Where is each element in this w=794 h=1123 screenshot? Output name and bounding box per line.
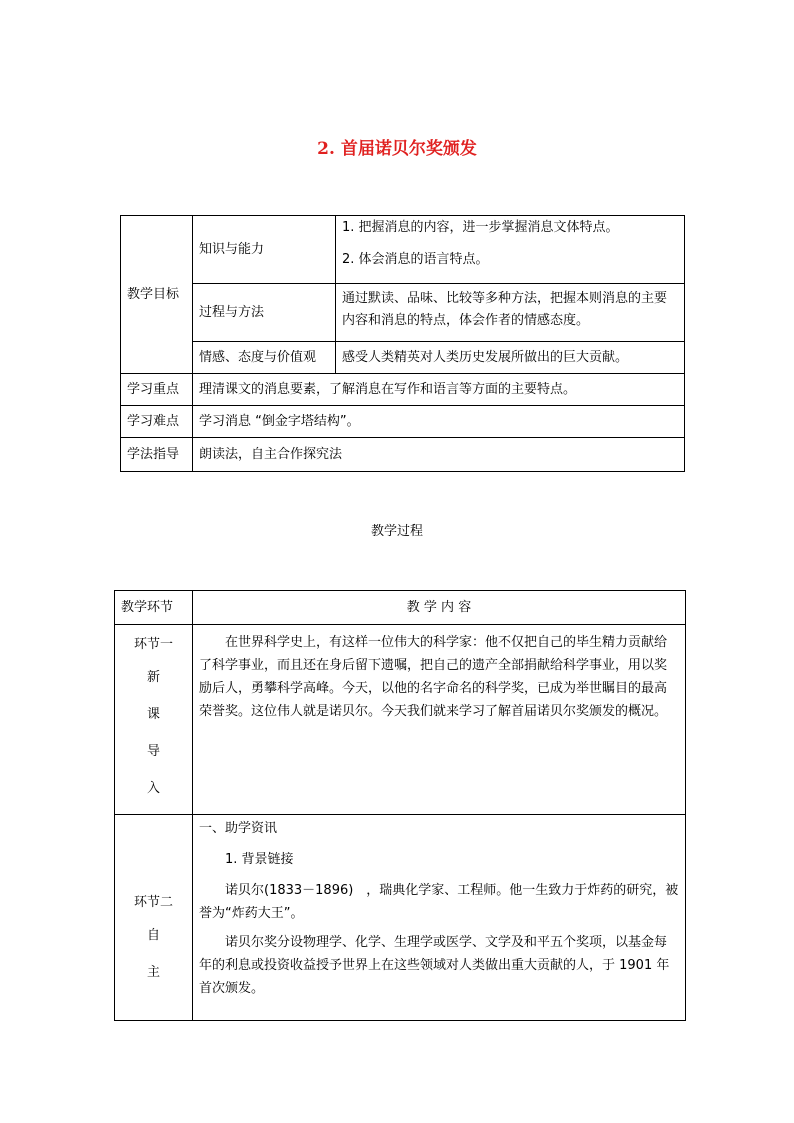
goal-label-knowledge: 知识与能力 (193, 216, 336, 284)
step2-label-line-3: 主 (146, 965, 160, 980)
difficulty-content: 学习消息 “倒金字塔结构”。 (193, 406, 685, 438)
step1-label-line-3: 课 (146, 707, 160, 722)
goal-content-emotion: 感受人类精英对人类历史发展所做出的巨大贡献。 (336, 342, 685, 374)
process-header-step: 教学环节 (115, 591, 193, 625)
step2-label-line-2: 自 (146, 928, 160, 943)
step1-paragraph: 在世界科学史上，有这样一位伟大的科学家：他不仅把自己的毕生精力贡献给了科学事业，而且还在身后留下遗嘱，把自己的遗产全部捐献给科学事业，用以奖励后人，勇攀科学高峰。今天，以他的名字命名的科学奖，已成为举世瞩目的最高荣誉奖。这位伟人就是诺贝尔。今天我们就来学习了解首届诺贝尔奖颁发的概况。 (199, 635, 668, 719)
goal-content-knowledge (336, 216, 685, 284)
method-content: 朗读法，自主合作探究法 (193, 438, 685, 472)
process-section-title: 教学过程 (370, 524, 423, 539)
step2-content (193, 815, 686, 1021)
goal-knowledge-line-1: 1. 把握消息的内容，进一步掌握消息文体特点。 (342, 220, 619, 235)
step2-paragraph-2: 诺贝尔奖分设物理学、化学、生理学或医学、文学及和平五个奖项，以基金每年的利息或投资收益授予世界上在这些领域对人类做出重大贡献的人，于 1901 年首次颁发。 (199, 935, 670, 996)
method-label: 学法指导 (121, 438, 193, 472)
goals-group-label: 教学目标 (121, 216, 193, 374)
teaching-process-table (114, 590, 686, 1021)
key-points-label: 学习重点 (121, 374, 193, 406)
step2-label (115, 815, 193, 1021)
step2-label-line-1: 环节二 (133, 895, 173, 910)
step1-content (193, 625, 686, 815)
goal-knowledge-line-2: 2. 体会消息的语言特点。 (342, 252, 489, 267)
step1-label-line-4: 导 (146, 744, 160, 759)
step1-label-line-1: 环节一 (133, 637, 173, 652)
teaching-goals-table (120, 215, 685, 472)
step2-heading: 一、助学资讯 (199, 821, 278, 836)
step1-label-line-5: 入 (146, 781, 160, 796)
step2-paragraph-1: 诺贝尔(1833－1896) ，瑞典化学家、工程师。他一生致力于炸药的研究，被誉为“炸药大王”。 (199, 883, 679, 921)
goal-content-process: 通过默读、品味、比较等多种方法，把握本则消息的主要内容和消息的特点，体会作者的情感态度。 (336, 284, 685, 342)
difficulty-label: 学习难点 (121, 406, 193, 438)
step1-label-line-2: 新 (146, 670, 160, 685)
process-header-content: 教 学 内 容 (193, 591, 686, 625)
page-title: 2. 首届诺贝尔奖颁发 (317, 139, 477, 159)
goal-label-process: 过程与方法 (193, 284, 336, 342)
key-points-content: 理清课文的消息要素，了解消息在写作和语言等方面的主要特点。 (193, 374, 685, 406)
step2-subheading: 1. 背景链接 (225, 852, 294, 867)
goal-label-emotion: 情感、态度与价值观 (193, 342, 336, 374)
step1-label (115, 625, 193, 815)
